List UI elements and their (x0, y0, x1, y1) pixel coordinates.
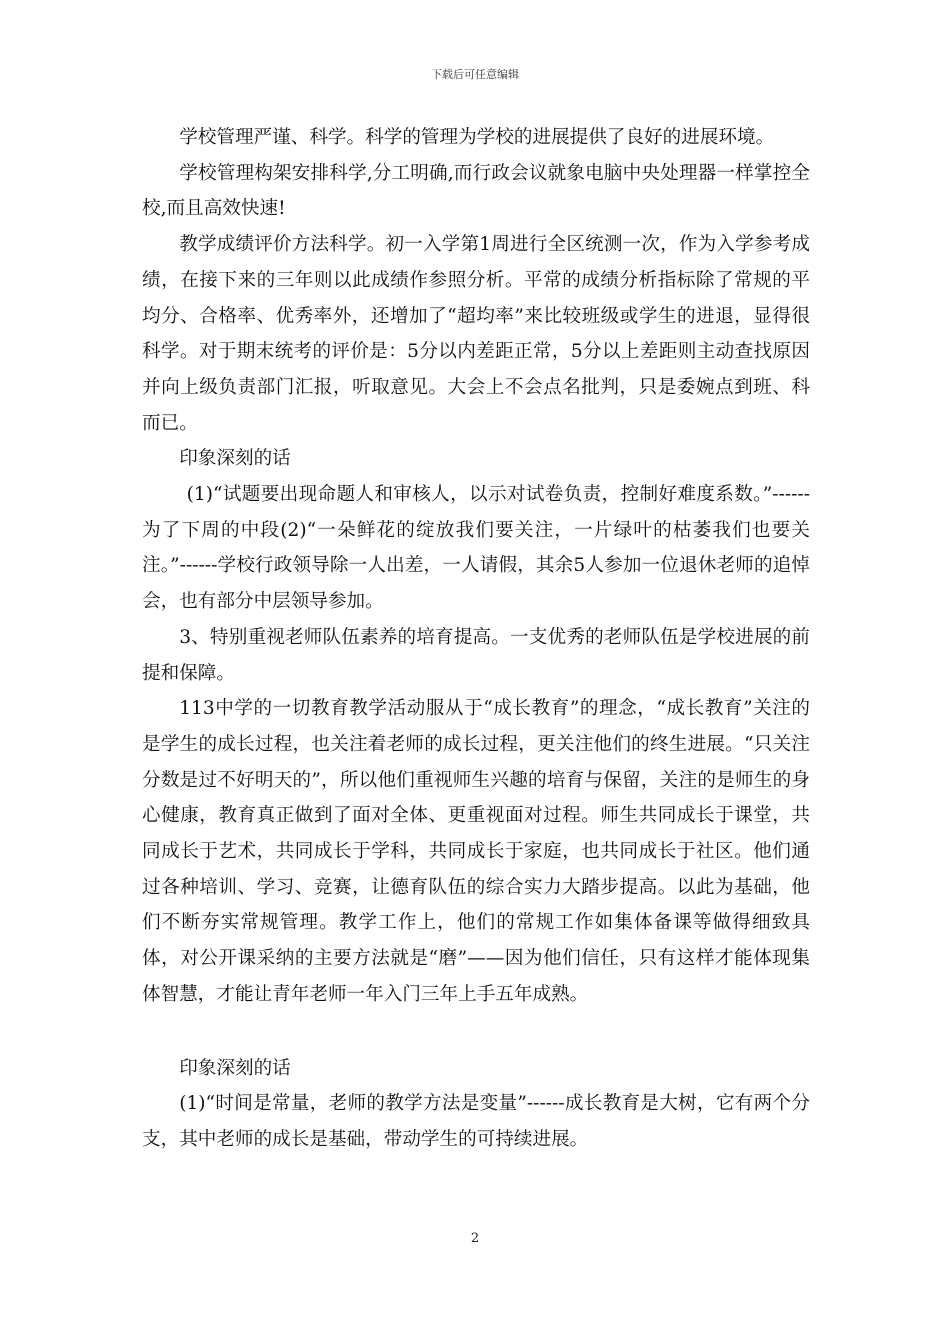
page-header: 下载后可任意编辑 (431, 68, 519, 81)
paragraph: 学校管理构架安排科学,分工明确,而行政会议就象电脑中央处理器一样掌控全校,而且高效快速! (142, 162, 810, 220)
paragraph: 教学成绩评价方法科学。初一入学第1周进行全区统测一次，作为入学参考成绩，在接下来的三年则以此成绩作参照分析。平常的成绩分析指标除了常规的平均分、合格率、优秀率外，还增加了“超均率”来比较班级或学生的进退，显得很科学。对于期末统考的评价是：5分以内差距正常，5分以上差距则主动查找原因并向上级负责部门汇报，听取意见。大会上不会点名批判，只是委婉点到班、科而已。 (142, 234, 810, 434)
page-number: 2 (470, 1231, 480, 1246)
paragraph: (1)“试题要出现命题人和审核人，以示对试卷负责，控制好难度系数。”------为了下周的中段(2)“一朵鲜花的绽放我们要关注，一片绿叶的枯萎我们也要关注。”------学校行政领导除一人出差，一人请假，其余5人参加一位退休老师的追悼会，也有部分中层领导参加。 (142, 484, 810, 613)
section-heading: 印象深刻的话 (179, 448, 291, 470)
paragraph: 3、特别重视老师队伍素养的培育提高。一支优秀的老师队伍是学校进展的前提和保障。 (142, 626, 810, 684)
paragraph: (1)“时间是常量，老师的教学方法是变量”------成长教育是大树，它有两个分支，其中老师的成长是基础，带动学生的可持续进展。 (142, 1093, 810, 1150)
paragraph: 学校管理严谨、科学。科学的管理为学校的进展提供了良好的进展环境。 (179, 127, 775, 148)
document-body (142, 120, 810, 1158)
paragraph: 113中学的一切教育教学活动服从于“成长教育”的理念，“成长教育”关注的是学生的成长过程，也关注着老师的成长过程，更关注他们的终生进展。“只关注分数是过不好明天的”，所以他们重视师生兴趣的培育与保留，关注的是师生的身心健康，教育真正做到了面对全体、更重视面对过程。师生共同成长于课堂，共同成长于艺术，共同成长于学科，共同成长于家庭，也共同成长于社区。他们通过各种培训、学习、竞赛，让德育队伍的综合实力大踏步提高。以此为基础，他们不断夯实常规管理。教学工作上，他们的常规工作如集体备课等做得细致具体，对公开课采纳的主要方法就是“磨”——因为他们信任，只有这样才能体现集体智慧，才能让青年老师一年入门三年上手五年成熟。 (142, 698, 810, 1005)
section-heading: 印象深刻的话 (179, 1057, 291, 1079)
